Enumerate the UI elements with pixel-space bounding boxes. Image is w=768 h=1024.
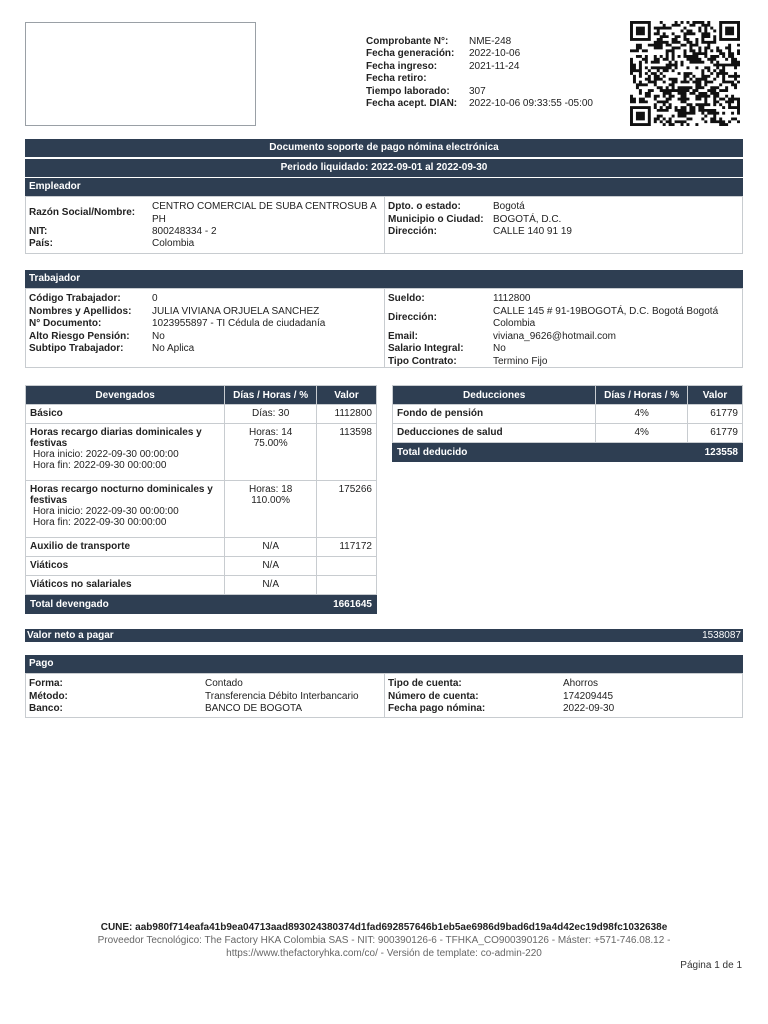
total-value: 123558 <box>688 443 743 462</box>
trabajador-box <box>25 288 743 368</box>
total-label: Total deducido <box>393 443 688 462</box>
dias-cell: Días: 30 <box>225 405 317 424</box>
table-row <box>26 576 377 595</box>
qr-code-icon <box>630 21 740 126</box>
contrato-label: Tipo Contrato: <box>388 355 457 367</box>
valor-cell: 61779 <box>688 405 743 424</box>
forma-value: Contado <box>205 678 243 689</box>
cune-text: CUNE: aab980f714eafa41b9ea04713aad893024380374d1fad692857646b1eb5ae6986d9bad6d19a4d42ec19d98fc1032638e <box>100 922 668 933</box>
meta-row <box>366 36 593 48</box>
pago-box <box>25 673 743 718</box>
concept-cell: Viáticos no salariales <box>26 576 225 595</box>
sueldo-value: 1112800 <box>493 293 531 304</box>
meta-label: Tiempo laborado: <box>366 85 450 97</box>
meta-value: 2022-10-06 09:33:55 -05:00 <box>469 97 593 109</box>
porcentaje-text: 110.00% <box>251 495 291 506</box>
column-header: Deducciones <box>393 386 596 405</box>
neto-value: 1538087 <box>702 630 741 641</box>
direccion-value: CALLE 140 91 19 <box>493 226 572 237</box>
salario-label: Salario Integral: <box>388 343 464 354</box>
total-devengado-row <box>26 595 377 614</box>
meta-row <box>366 98 593 110</box>
dias-cell: 4% <box>596 424 688 443</box>
dpto-label: Dpto. o estado: <box>388 201 461 212</box>
metodo-label: Método: <box>29 690 68 702</box>
nombres-value: JULIA VIVIANA ORJUELA SANCHEZ <box>152 305 320 317</box>
direccion-label: Dirección: <box>388 226 437 237</box>
dpto-value: Bogotá <box>493 201 525 212</box>
column-header: Valor <box>688 386 743 405</box>
razon-value: CENTRO COMERCIAL DE SUBA CENTROSUB A PH <box>152 201 377 225</box>
meta-label: Fecha retiro: <box>366 73 427 85</box>
meta-row <box>366 48 593 60</box>
proveedor-text: Proveedor Tecnológico: The Factory HKA Colombia SAS - NIT: 900390126-6 - TFHKA_CO900390126 - Máster: +571-746.08.12 - https://www.thefactoryhka.com/co/ - Versión de template: co-admin-220 <box>97 935 671 959</box>
porcentaje-text: 75.00% <box>253 438 288 449</box>
dias-cell <box>225 481 317 538</box>
dias-cell: 4% <box>596 405 688 424</box>
hora-fin: Hora fin: 2022-09-30 00:00:00 <box>33 460 167 471</box>
column-header: Días / Horas / % <box>596 386 688 405</box>
subtipo-value: No Aplica <box>152 343 195 354</box>
concept-cell: Deducciones de salud <box>393 424 596 443</box>
numero-cuenta-label: Número de cuenta: <box>388 690 479 702</box>
fecha-pago-value: 2022-09-30 <box>563 703 615 714</box>
email-label: Email: <box>388 330 419 342</box>
valor-cell <box>317 576 377 595</box>
concept-text: Horas recargo nocturno dominicales y festivas <box>30 484 213 506</box>
forma-label: Forma: <box>29 678 63 689</box>
meta-value: 307 <box>469 85 486 97</box>
empleador-box <box>25 196 743 254</box>
concept-cell <box>26 481 225 538</box>
dias-cell: N/A <box>225 576 317 595</box>
meta-row <box>366 61 593 73</box>
devengados-table <box>25 385 377 614</box>
company-logo-box <box>25 22 256 126</box>
metodo-value: Transferencia Débito Interbancario <box>205 690 359 702</box>
pago-header: Pago <box>25 655 743 673</box>
codigo-value: 0 <box>152 293 158 304</box>
deducciones-header-row <box>393 386 743 405</box>
meta-label: Fecha ingreso: <box>366 60 438 72</box>
banco-label: Banco: <box>29 703 63 714</box>
riesgo-value: No <box>152 330 165 342</box>
meta-label: Fecha acept. DIAN: <box>366 97 458 109</box>
municipio-value: BOGOTÁ, D.C. <box>493 213 562 225</box>
document-meta <box>366 36 593 110</box>
hora-inicio: Hora inicio: 2022-09-30 00:00:00 <box>33 449 179 460</box>
table-row <box>26 424 377 481</box>
empleador-header: Empleador <box>25 178 743 196</box>
documento-value: 1023955897 - TI Cédula de ciudadanía <box>152 318 326 329</box>
contrato-value: Termino Fijo <box>493 355 548 367</box>
concept-cell: Básico <box>26 405 225 424</box>
meta-value: 2022-10-06 <box>469 48 521 60</box>
valor-cell: 175266 <box>317 481 377 538</box>
trabajador-header: Trabajador <box>25 270 743 288</box>
codigo-label: Código Trabajador: <box>29 293 121 304</box>
dias-cell: N/A <box>225 538 317 557</box>
valor-neto-bar <box>25 629 743 642</box>
total-value: 1661645 <box>317 595 377 614</box>
periodo-liquidado: Periodo liquidado: 2022-09-01 al 2022-09-30 <box>25 159 743 177</box>
divider <box>384 674 385 717</box>
dias-text: Horas: 18 <box>248 484 293 495</box>
dias-cell <box>225 424 317 481</box>
deducciones-table <box>392 385 743 462</box>
nombres-label: Nombres y Apellidos: <box>29 305 132 317</box>
meta-label: Comprobante N°: <box>366 36 449 47</box>
valor-cell: 1112800 <box>317 405 377 424</box>
meta-row <box>366 86 593 98</box>
hora-fin: Hora fin: 2022-09-30 00:00:00 <box>33 517 167 528</box>
valor-cell: 61779 <box>688 424 743 443</box>
trabajador-direccion-value: CALLE 145 # 91-19BOGOTÁ, D.C. Bogotá Bogotá Colombia <box>493 305 719 329</box>
devengados-header-row <box>26 386 377 405</box>
trabajador-direccion-label: Dirección: <box>388 312 437 323</box>
razon-label: Razón Social/Nombre: <box>29 207 136 218</box>
valor-cell: 113598 <box>317 424 377 481</box>
page-number: Página 1 de 1 <box>680 960 742 971</box>
total-deducido-row <box>393 443 743 462</box>
divider <box>384 289 385 367</box>
meta-value: 2021-11-24 <box>469 60 520 72</box>
nit-label: NIT: <box>29 226 48 237</box>
valor-cell <box>317 557 377 576</box>
salario-value: No <box>493 343 506 354</box>
email-value: viviana_9626@hotmail.com <box>493 330 616 342</box>
numero-cuenta-value: 174209445 <box>563 690 614 702</box>
table-row <box>26 557 377 576</box>
banco-value: BANCO DE BOGOTA <box>205 703 303 714</box>
neto-label: Valor neto a pagar <box>27 630 114 641</box>
tipo-cuenta-value: Ahorros <box>563 678 599 689</box>
tipo-cuenta-label: Tipo de cuenta: <box>388 678 462 689</box>
concept-cell: Auxilio de transporte <box>26 538 225 557</box>
meta-value: NME-248 <box>469 36 512 47</box>
nit-value: 800248334 - 2 <box>152 226 217 237</box>
dias-cell: N/A <box>225 557 317 576</box>
municipio-label: Municipio o Ciudad: <box>388 213 484 225</box>
divider <box>384 197 385 253</box>
table-row <box>26 481 377 538</box>
concept-cell <box>26 424 225 481</box>
concept-cell: Viáticos <box>26 557 225 576</box>
document-title: Documento soporte de pago nómina electrónica <box>25 139 743 157</box>
table-row <box>26 538 377 557</box>
table-row <box>26 405 377 424</box>
pais-value: Colombia <box>152 238 195 249</box>
valor-cell: 117172 <box>317 538 377 557</box>
dias-text: Horas: 14 <box>248 427 293 438</box>
meta-row <box>366 73 593 85</box>
pais-label: País: <box>29 238 53 249</box>
riesgo-label: Alto Riesgo Pensión: <box>29 330 130 342</box>
concept-cell: Fondo de pensión <box>393 405 596 424</box>
concept-text: Horas recargo diarias dominicales y festivas <box>30 427 202 449</box>
meta-label: Fecha generación: <box>366 48 455 60</box>
table-row <box>393 424 743 443</box>
table-row <box>393 405 743 424</box>
hora-inicio: Hora inicio: 2022-09-30 00:00:00 <box>33 506 179 517</box>
subtipo-label: Subtipo Trabajador: <box>29 343 124 354</box>
sueldo-label: Sueldo: <box>388 293 425 304</box>
fecha-pago-label: Fecha pago nómina: <box>388 703 486 714</box>
total-label: Total devengado <box>26 595 317 614</box>
documento-label: N° Documento: <box>29 318 102 329</box>
column-header: Valor <box>317 386 377 405</box>
column-header: Devengados <box>26 386 225 405</box>
column-header: Días / Horas / % <box>225 386 317 405</box>
